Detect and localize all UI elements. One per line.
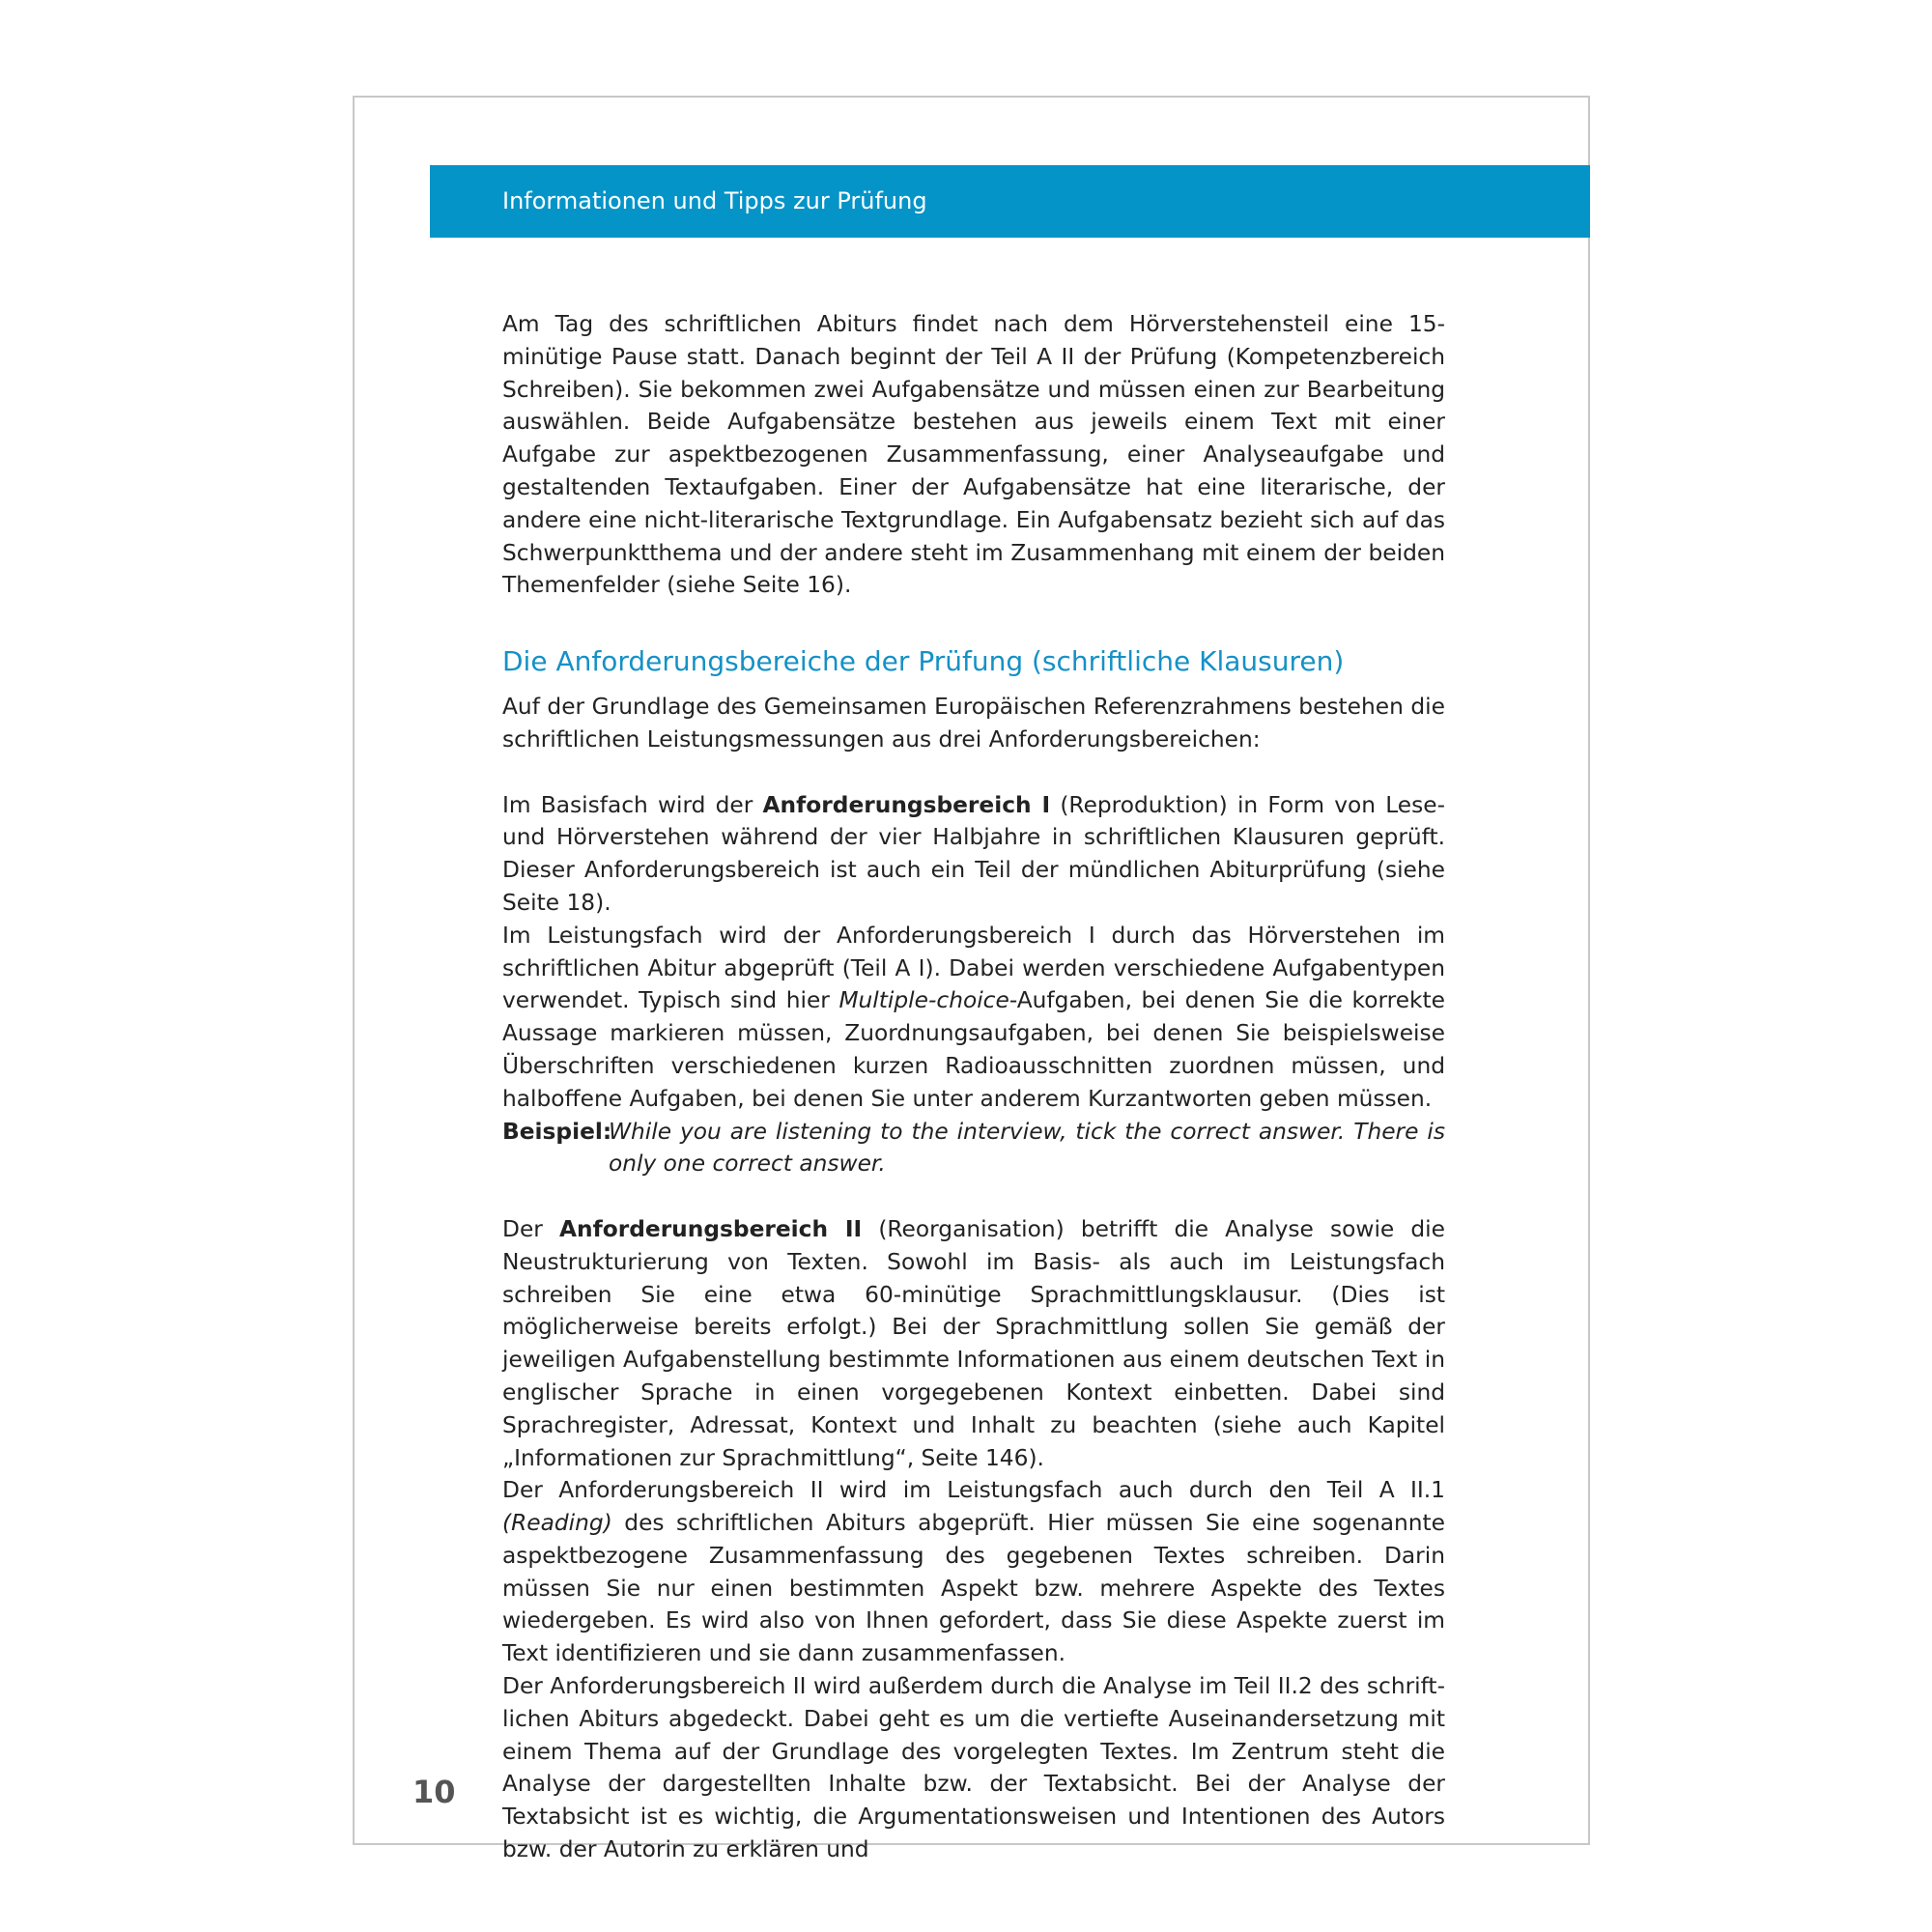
ab1-text-end: (Reproduktion) in Form von Lese- und Hörverstehen während der vier Halbjahre in schriftlichen Klausuren geprüft. Dieser Anforderungsbereich ist auch ein Teil der mündlichen Abiturprüfung (siehe Seite 18). — [502, 791, 1445, 916]
section-lead-paragraph: Auf der Grundlage des Gemeinsamen Europäischen Referenzrahmens bestehen die schriftlichen Leistungsmessungen aus drei Anforderungsbereichen: — [502, 694, 1445, 753]
section-heading: Die Anforderungsbereiche der Prüfung (schriftliche Klausuren) — [502, 645, 1345, 678]
ab1-paragraph — [502, 789, 1445, 920]
ab2-p2-end: des schriftlichen Abiturs abgeprüft. Hier müssen Sie eine sogenannte aspektbezogene Zusammenfassung des gegebenen Textes schreiben. Darin müssen Sie nur einen bestimmten Aspekt bzw. mehrere Aspekte des Textes wiedergeben. Es wird also von Ihnen gefordert, dass Sie diese Aspekte zuerst im Text identifizieren und sie dann zusammenfassen. — [502, 1510, 1445, 1667]
document-page — [353, 96, 1590, 1863]
ab2-paragraph — [502, 1213, 1445, 1474]
example-label: Beispiel: — [502, 1118, 612, 1145]
ab1-text-start: Im Basisfach wird der — [502, 791, 763, 818]
ab2-text-end: (Reorganisation) betrifft die Analyse sowie die Neustrukturierung von Texten. Sowohl im Basis- als auch im Leistungsfach schreiben Sie eine etwa 60-minütige Sprachmittlungsklausur. (Dies ist möglicherweise bereits erfolgt.) Bei der Sprachmittlung sollen Sie gemäß der jeweiligen Aufgabenstellung bestimmte Informationen aus einem deutschen Text in englischer Sprache in einen vorgegebenen Kontext einbetten. Dabei sind Sprachregister, Adressat, Kontext und Inhalt zu beachten (siehe auch Kapitel „Informationen zur Sprachmittlung“, Seite 146). — [502, 1215, 1445, 1471]
page-number: 10 — [412, 1774, 456, 1810]
ab2-third-paragraph: Der Anforderungsbereich II wird außerdem durch die Analyse im Teil II.2 des schriftlichen Abiturs abgedeckt. Dabei geht es um die vertiefte Auseinandersetzung mit einem Thema auf der Grundlage des vorgelegten Textes. Im Zentrum steht die Analyse der dargestellten Inhalte bzw. der Textabsicht. Bei der Analyse der Textabsicht ist es wichtig, die Argumentationsweisen und Intentionen des Autors bzw. der Autorin zu erklären und — [502, 1673, 1445, 1863]
ab2-p2-term: (Reading) — [502, 1510, 612, 1537]
ab1-p2-term: Multiple-choice — [838, 987, 1009, 1014]
chapter-title: Informationen und Tipps zur Prüfung — [502, 187, 927, 214]
ab2-term: Anforderungsbereich II — [558, 1215, 863, 1242]
ab1-second-paragraph — [502, 920, 1445, 1116]
ab1-p2-end: -Aufgaben, bei denen Sie die korrekte Aussage markieren müssen, Zuordnungsaufgaben, bei denen Sie beispielsweise Überschriften verschiedenen kurzen Radioausschnitten zuordnen müssen, und halboffene Aufgaben, bei denen Sie unter anderem Kurzantworten geben müssen. — [502, 987, 1445, 1112]
example-block — [502, 1116, 1445, 1181]
ab1-term: Anforderungsbereich I — [762, 791, 1051, 818]
intro-paragraph: Am Tag des schriftlichen Abiturs findet nach dem Hörverstehensteil eine 15-minütige Pause statt. Danach beginnt der Teil A II der Prüfung (Kompetenzbereich Schreiben). Sie bekommen zwei Aufgabensätze und müssen einen zur Bearbeitung auswählen. Beide Aufgabensätze bestehen aus jeweils einem Text mit einer Aufgabe zur aspektbezogenen Zusammenfassung, einer Analyseaufgabe und gestaltenden Textaufgaben. Einer der Aufgabensätze hat eine literarische, der andere eine nicht-literarische Textgrundlage. Ein Aufgabensatz bezieht sich auf das Schwerpunktthema und der andere steht im Zusammenhang mit einem der beiden Themenfelder (siehe Seite 16). — [502, 311, 1445, 599]
ab2-second-paragraph — [502, 1474, 1445, 1670]
paragraph-gap — [502, 1180, 1445, 1213]
example-text: While you are listening to the interview, tick the correct answer. There is only one correct answer. — [609, 1118, 1445, 1178]
paragraph-gap — [502, 756, 1445, 789]
page-content — [502, 308, 1445, 1866]
ab2-p2-start: Der Anforderungsbereich II wird im Leistungsfach auch durch den Teil A II.1 — [502, 1477, 1445, 1504]
ab1-p2-start: Im Leistungsfach wird der Anforderungsbereich I durch das Hörverstehen im schriftlichen Abitur abgeprüft (Teil A I). Dabei werden verschiedene Aufgabentypen verwendet. Typisch sind hier — [502, 922, 1445, 1014]
chapter-header-bar — [430, 165, 1590, 238]
ab2-text-start: Der — [502, 1215, 559, 1242]
